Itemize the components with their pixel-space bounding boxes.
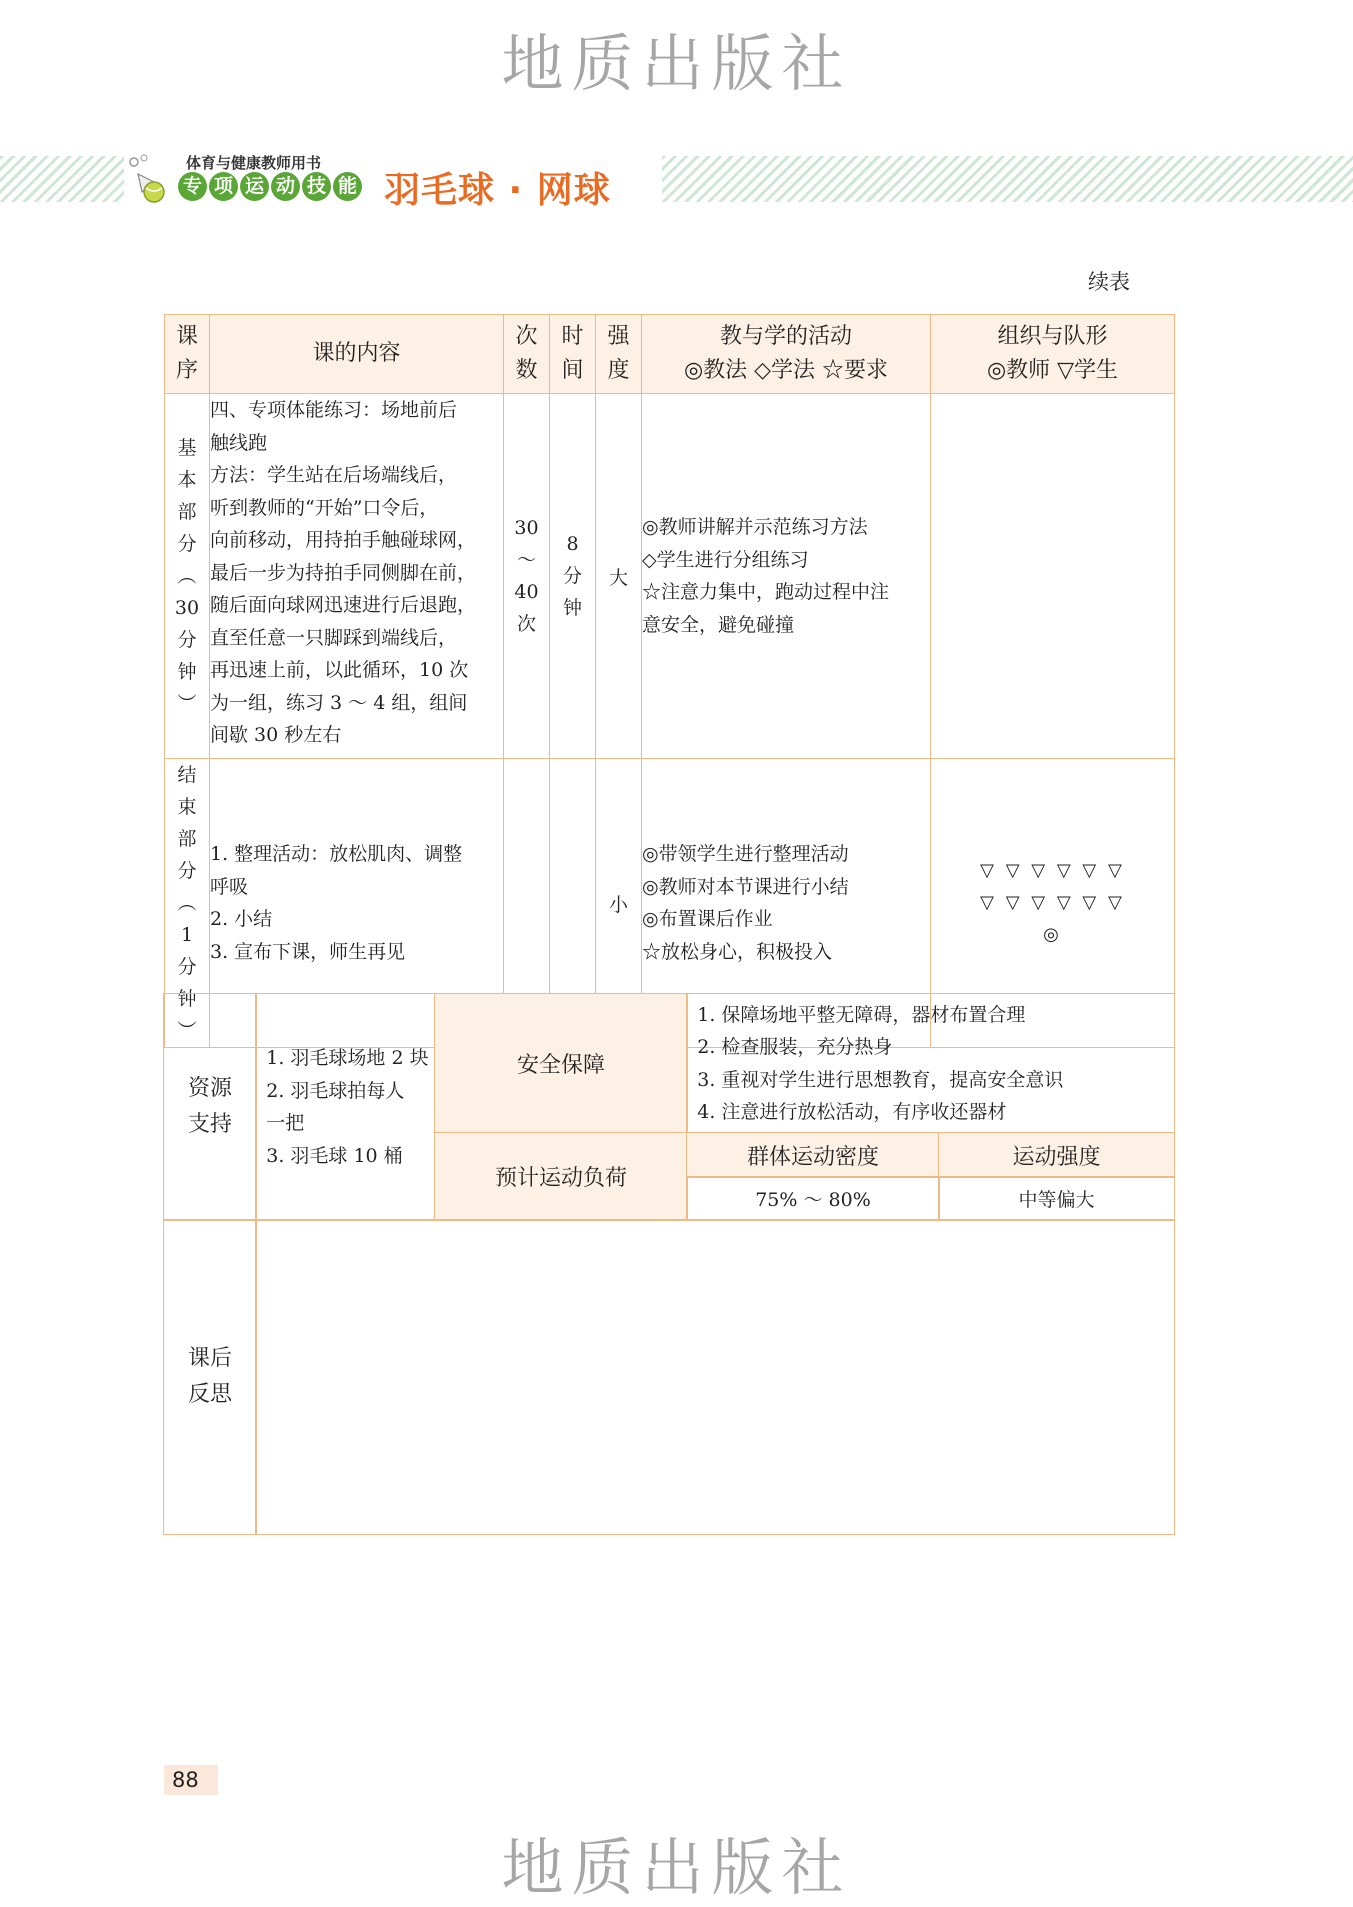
basic-intensity: 大 — [596, 394, 642, 759]
end-section-label: 结 束 部 分 ︵ 1 分 钟 ︶ — [165, 759, 210, 1048]
banner-chip: 专 — [178, 172, 207, 201]
basic-count: 30 ～ 40 次 — [504, 394, 550, 759]
banner-stripe-left — [0, 156, 124, 202]
density-value: 75% ～ 80% — [686, 1176, 940, 1221]
banner-book-title: 羽毛球 · 网球 — [384, 170, 611, 211]
end-content: 1. 整理活动：放松肌肉、调整 呼吸 2. 小结 3. 宣布下课，师生再见 — [210, 759, 504, 1048]
banner-chip: 能 — [333, 172, 362, 201]
banner-stripe-right — [662, 156, 1353, 202]
publisher-watermark-top: 地质出版社 — [501, 27, 852, 100]
load-label: 预计运动负荷 — [434, 1132, 688, 1221]
reflection-label: 课后 反思 — [163, 1219, 257, 1535]
banner-chips — [178, 172, 362, 201]
table-header-row — [165, 315, 1175, 394]
header-count: 次 数 — [504, 315, 550, 394]
banner-series-title: 体育与健康教师用书 — [186, 154, 322, 172]
basic-activity: ◎教师讲解并示范练习方法 ◇学生进行分组练习 ☆注意力集中，跑动过程中注 意安全，避免碰撞 — [642, 394, 931, 759]
intensity-header: 运动强度 — [938, 1132, 1175, 1178]
header-order: 课 序 — [165, 315, 210, 394]
banner-chip: 动 — [271, 172, 300, 201]
book-banner — [0, 152, 1353, 211]
basic-section-row — [165, 394, 1175, 759]
header-activity: 教与学的活动 ◎教法 ◇学法 ☆要求 — [642, 315, 931, 394]
reflection-area — [255, 1219, 1175, 1535]
publisher-watermark-bottom: 地质出版社 — [501, 1831, 852, 1904]
banner-chip: 技 — [302, 172, 331, 201]
intensity-value: 中等偏大 — [938, 1176, 1175, 1221]
density-header: 群体运动密度 — [686, 1132, 940, 1178]
student-row: ▽ ▽ ▽ ▽ ▽ ▽ — [980, 860, 1125, 881]
basic-content: 四、专项体能练习：场地前后 触线跑 方法：学生站在后场端线后， 听到教师的“开始”口令后， 向前移动，用持拍手触碰球网， 最后一步为持拍手同侧脚在前， 随后面向球网迅速进行后退跑， 直至任意一只脚踩到端线后， 再迅速上前，以此循环，10 次 为一组，练习 3 ～ 4 组，组间 间歇 30 秒左右 — [210, 394, 504, 759]
safety-list: 1. 保障场地平整无障碍，器材布置合理 2. 检查服装，充分热身 3. 重视对学生进行思想教育，提高安全意识 4. 注意进行放松活动，有序收还器材 — [686, 993, 1175, 1134]
header-intensity: 强 度 — [596, 315, 642, 394]
banner-chip: 项 — [209, 172, 238, 201]
basic-section-label: 基 本 部 分 ︵ 30 分 钟 ︶ — [165, 394, 210, 759]
resources-list: 1. 羽毛球场地 2 块 2. 羽毛球拍每人 一把 3. 羽毛球 10 桶 — [255, 993, 436, 1221]
continued-label: 续表 — [1088, 270, 1130, 294]
page-number: 88 — [164, 1765, 218, 1795]
end-activity: ◎带领学生进行整理活动 ◎教师对本节课进行小结 ◎布置课后作业 ☆放松身心，积极投入 — [642, 759, 931, 1048]
teacher-marker: ◎ — [1043, 924, 1062, 945]
basic-organization — [931, 394, 1175, 759]
header-content: 课的内容 — [210, 315, 504, 394]
banner-chip: 运 — [240, 172, 269, 201]
student-row: ▽ ▽ ▽ ▽ ▽ ▽ — [980, 892, 1125, 913]
end-intensity: 小 — [596, 759, 642, 1048]
resource-safety-table — [164, 994, 1174, 1534]
lesson-plan-table — [164, 314, 1175, 1048]
header-time: 时 间 — [550, 315, 596, 394]
resources-label: 资源 支持 — [163, 993, 257, 1221]
shuttlecock-ball-icon — [124, 152, 184, 204]
header-organization: 组织与队形 ◎教师 ▽学生 — [931, 315, 1175, 394]
safety-label: 安全保障 — [434, 993, 688, 1134]
basic-time: 8 分 钟 — [550, 394, 596, 759]
